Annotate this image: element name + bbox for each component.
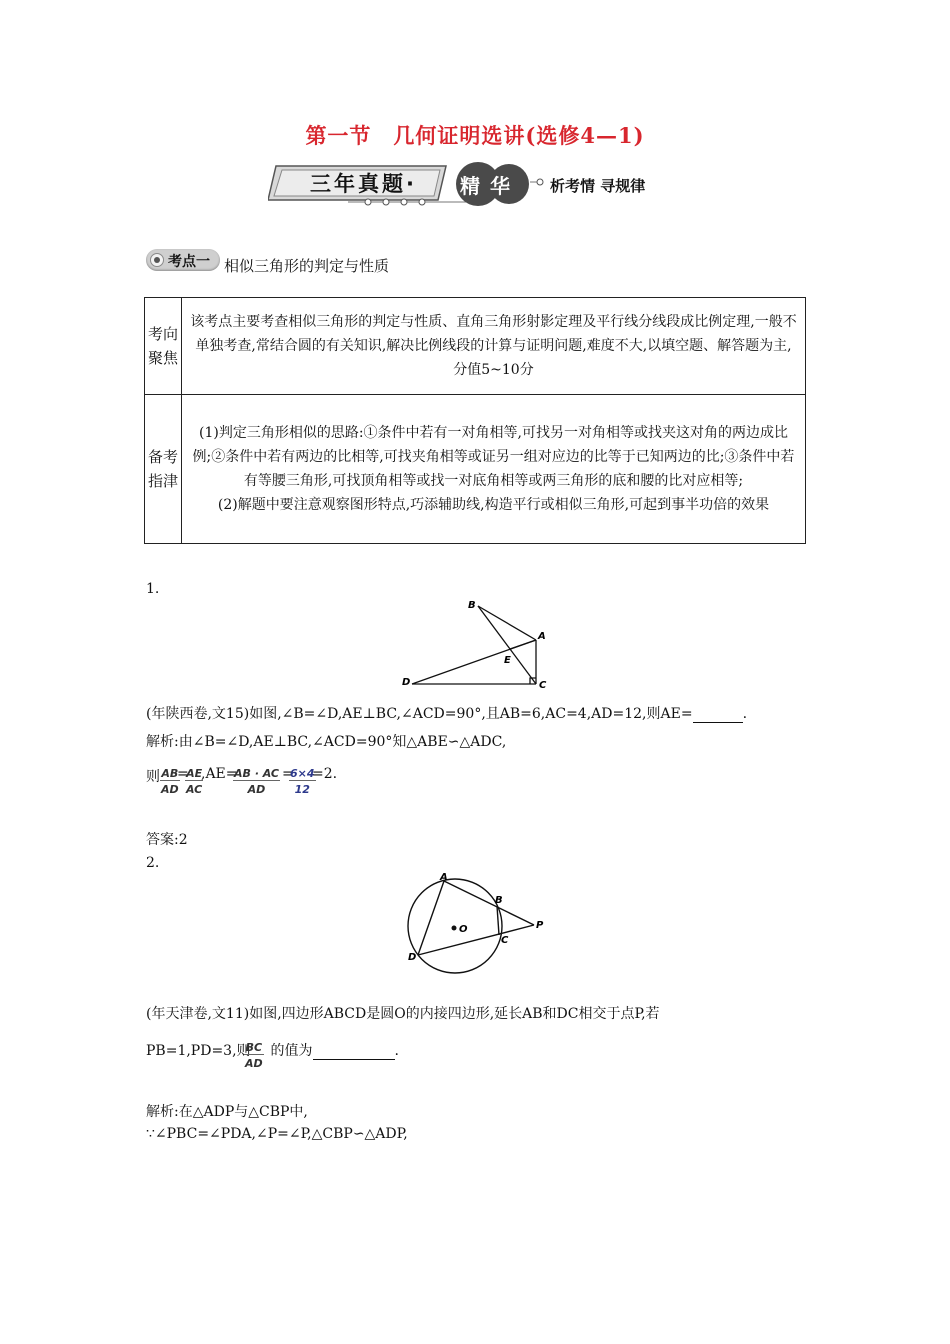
header-banner [268, 158, 688, 218]
fraction-denominator: AD [245, 1057, 263, 1070]
figure-label-E: E [504, 655, 511, 666]
figure-label-B: B [495, 895, 503, 906]
figure-label-P: P [536, 920, 544, 931]
row-text-part2: (2)解题中要注意观察图形特点,巧添辅助线,构造平行或相似三角形,可起到事半功倍的效果 [217, 497, 770, 513]
fraction [233, 767, 280, 796]
answer-blank [693, 708, 743, 723]
info-table [144, 297, 806, 544]
fraction-numerator: AB [161, 767, 179, 780]
q2-problem-text-2: 的值为 [270, 1043, 313, 1059]
page-title: 第一节 几何证明选讲(选修4—1) [305, 123, 645, 148]
q2-figure [400, 868, 550, 978]
row-label: 备考指津 [145, 395, 182, 544]
fraction-denominator: AC [186, 783, 203, 796]
section-badge-label: 考点一 [168, 254, 210, 270]
figure-label-A: A [538, 631, 546, 642]
q2-problem-end: . [394, 1043, 399, 1059]
fraction-numerator: AE [186, 767, 203, 780]
q1-number: 1. [146, 581, 160, 597]
figure-label-A: A [440, 872, 448, 883]
q1-problem-text: (年陕西卷,文15)如图,∠B=∠D,AE⊥BC,∠ACD=90°,且AB=6,AC=4,AD=12,则AE= [146, 706, 693, 722]
q2-analysis-line1: 解析:在△ADP与△CBP中, [146, 1104, 308, 1120]
banner-seal-text: 精华 [460, 174, 520, 198]
q1-result: =2. [312, 766, 338, 782]
q2-analysis-line2: ∵∠PBC=∠PDA,∠P=∠P,△CBP∽△ADP, [146, 1126, 408, 1142]
fraction-denominator: AD [161, 783, 179, 796]
q1-problem-end: . [742, 706, 748, 722]
table-row [145, 298, 806, 395]
row-text: 该考点主要考查相似三角形的判定与性质、直角三角形射影定理及平行线分线段成比例定理,一般不单独考查,常结合圆的有关知识,解决比例线段的计算与证明问题,难度不大,以填空题、解答题为主,分值5~10分 [182, 298, 806, 395]
q1-analysis: 解析:由∠B=∠D,AE⊥BC,∠ACD=90°知△ABE∽△ADC, [146, 734, 507, 750]
q1-eq1: = [177, 766, 189, 782]
fraction-numerator: AB · AC [234, 767, 279, 780]
fraction [244, 1041, 264, 1070]
q2-number: 2. [146, 855, 160, 871]
figure-label-D: D [402, 677, 411, 688]
banner-main-text: 三年真题· [310, 172, 417, 196]
fraction-numerator: 6×4 [290, 767, 315, 780]
answer-blank [313, 1045, 395, 1060]
q1-figure [398, 596, 558, 692]
figure-label-B: B [468, 600, 476, 611]
row-label: 考向聚焦 [145, 298, 182, 395]
q1-eq2: = [282, 766, 294, 782]
banner-right-text: 析考情 寻规律 [550, 177, 646, 195]
q1-mid: ,AE= [201, 766, 238, 782]
fraction-denominator: AD [247, 783, 266, 796]
table-row [145, 395, 806, 544]
figure-label-O: O [459, 924, 468, 935]
q1-then: 则 [146, 769, 160, 785]
section-badge [146, 249, 220, 271]
q2-problem-line2 [146, 1040, 399, 1060]
row-text-block [182, 395, 806, 544]
figure-label-D: D [408, 952, 417, 963]
row-text-part1: (1)判定三角形相似的思路:①条件中若有一对角相等,可找另一对角相等或找夹这对角的两边成比例;②条件中若有两边的比相等,可找夹角相等或证另一组对应边的比等于已知两边的比;③条件中若有等腰三角形,可找顶角相等或找一对底角相等或两三角形的底和腰的比对应相等; [192, 425, 795, 489]
figure-label-C: C [539, 680, 547, 691]
q1-problem [146, 703, 747, 723]
fraction-denominator: 12 [294, 783, 310, 796]
fraction-numerator: BC [245, 1041, 263, 1054]
section-title: 相似三角形的判定与性质 [224, 257, 390, 275]
q2-problem-line1: (年天津卷,文11)如图,四边形ABCD是圆O的内接四边形,延长AB和DC相交于点P,若 [146, 1006, 660, 1022]
q1-answer: 答案:2 [146, 832, 188, 848]
figure-label-C: C [501, 935, 509, 946]
bullet-icon [150, 253, 164, 267]
q2-problem-text: PB=1,PD=3,则 [146, 1043, 251, 1059]
